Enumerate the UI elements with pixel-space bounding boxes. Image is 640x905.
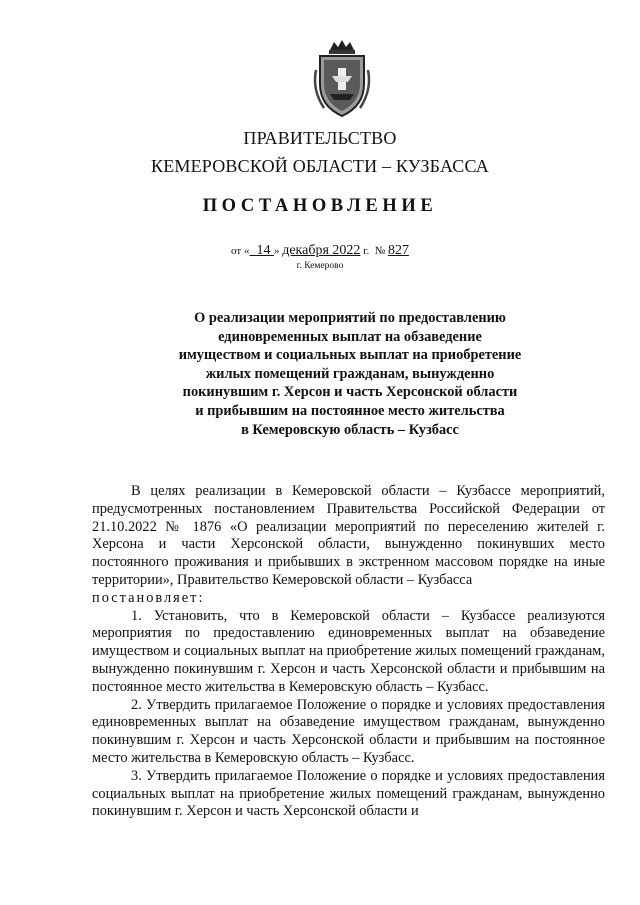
number-label: № [374,245,386,257]
subject-line: единовременных выплат на обзаведение [218,328,482,345]
subject-line: жилых помещений гражданам, вынужденно [205,365,495,382]
city-label: г. Кемерово [296,261,344,271]
subject-line: в Кемеровскую область – Кузбасс [241,421,459,438]
date-prefix: от « [231,245,250,257]
document-type-title: ПОСТАНОВЛЕНИЕ [202,196,438,216]
item-3: 3. Утвердить прилагаемое Положение о порядке и условиях предоставления социальных выплат на приобретение жилых помещений гражданам, вынужденно покинувшим г. Херсон и часть Херсонской области и [92,767,605,820]
item-2: 2. Утвердить прилагаемое Положение о порядке и условиях предоставления единовременных выплат на обзаведение имуществом гражданам, вынужденно покинувшим г. Херсон и часть Херсонской области и прибывшим на постоянное место жительства в Кемеровскую область – Кузбасс. [92,696,605,766]
date-number-line [0,243,640,259]
subject-line: покинувшим г. Херсон и часть Херсонской области [182,384,518,401]
region-title: КЕМЕРОВСКОЙ ОБЛАСТИ – КУЗБАССА [151,156,489,176]
item-1: 1. Установить, что в Кемеровской области – Кузбассе реализуются мероприятия по предоставлению единовременных выплат на обзаведение имуществом и социальных выплат на приобретение жилых помещений гражданам, вынужденно покинувшим г. Херсон и часть Херсонской области и прибывшим на постоянное место жительства в Кемеровскую область – Кузбасс. [92,607,605,695]
date-mid: » [273,245,280,257]
document-subject [150,309,550,439]
intro-paragraph: В целях реализации в Кемеровской области – Кузбассе мероприятий, предусмотренных постановлением Правительства Российской Федерации от 21.10.2022 № 1876 «О реализации мероприятий по переселению жителей г. Херсона и части Херсонской области, вынужденно покинувших место постоянного проживания и прибывших в экстренном массовом порядке на иные территории», Правительство Кемеровской области – Кузбасса [92,483,605,588]
document-number: 827 [387,243,409,258]
subject-line: О реализации мероприятий по предоставлению [194,310,506,326]
date-month-year: декабря 2022 [282,243,361,258]
subject-line: и прибывшим на постоянное место жительства [195,402,505,419]
date-suffix: г. [363,245,370,257]
resolves-label: постановляет: [92,589,205,606]
subject-line: имуществом и социальных выплат на приобретение [178,347,522,364]
document-body [92,483,605,821]
government-title: ПРАВИТЕЛЬСТВО [243,128,397,148]
date-day: 14 [256,243,271,258]
kuzbass-coat-of-arms-icon [310,40,374,118]
